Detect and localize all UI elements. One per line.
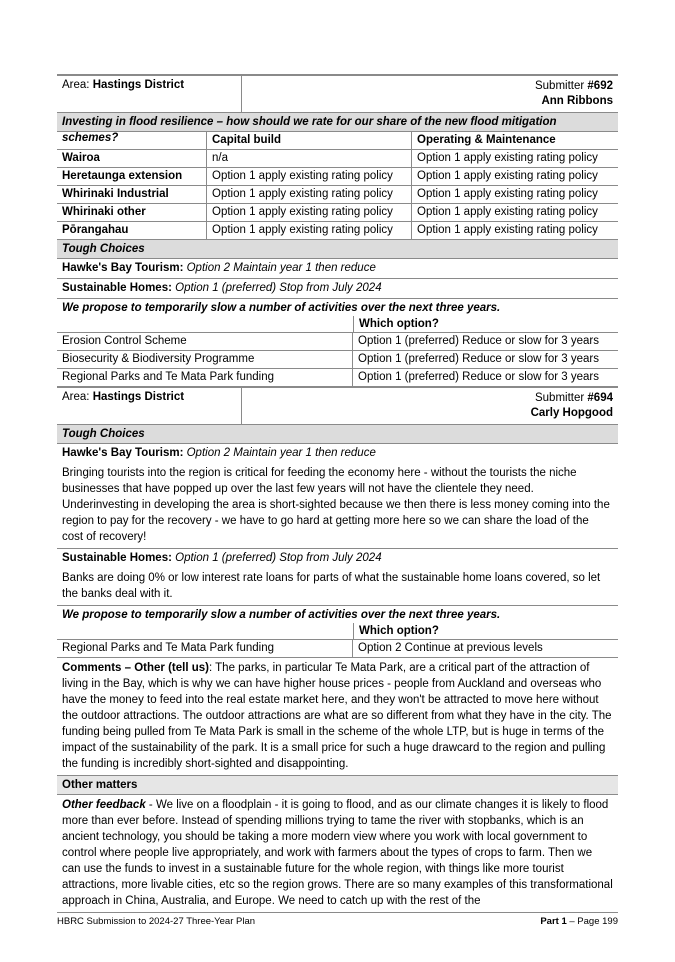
which-option-header [57,623,618,640]
comments-other [57,658,618,776]
homes-line [57,549,618,568]
footer-page: – Page 199 [566,916,618,927]
which-option-label: Which option? [359,318,439,330]
tourism-label: Hawke's Bay Tourism: [62,262,184,274]
capital-option: Option 1 apply existing rating policy [207,186,412,203]
capital-option: Option 1 apply existing rating policy [207,168,412,185]
area-label: Area: [62,79,90,91]
flood-table-header [57,132,618,150]
slow-question: We propose to temporarily slow a number of activities over the next three years. [62,609,501,621]
feedback-text: - We live on a floodplain - it is going to flood, and as our climate changes it is likely to flood more than ever before. Instead of spending millions trying to tame the river with stopbanks, which is an ancient technology, you should be taking a more modern view where you work with local government to control where people live appropriately, and work with farmers about the types of crops to farm. Then we can use the funds to invest in a sustainable future for the whole region, with things like more tourist attractions, more livable cities, etc so the region grows. There are so many examples of this transformational approach in China, Australia, and Europe. We need to catch up with the rest of the [62,799,613,907]
area-value: Hastings District [92,391,185,403]
capital-option: Option 1 apply existing rating policy [207,222,412,239]
which-option-header [57,316,618,333]
empty-cell [57,132,207,149]
homes-line [57,279,618,299]
activity-name: Regional Parks and Te Mata Park funding [57,369,353,386]
col-capital: Capital build [207,132,412,149]
operating-option: Option 1 apply existing rating policy [417,206,598,218]
activity-name: Biosecurity & Biodiversity Programme [57,351,353,368]
operating-option: Option 1 apply existing rating policy [417,188,598,200]
area-label: Area: [62,391,90,403]
homes-value: Option 1 (preferred) Stop from July 2024 [175,552,382,564]
table-row [57,186,618,204]
submission-694 [57,386,618,913]
capital-option: n/a [207,150,412,167]
table-row [57,222,618,240]
submission-header [57,386,618,425]
page-number [540,916,618,927]
tourism-line [57,444,618,463]
empty-cell [57,623,354,639]
submitter-label: Submitter [534,80,585,92]
area-value: Hastings District [92,79,185,91]
page-footer [57,916,618,927]
col-operating: Operating & Maintenance [417,134,556,146]
flood-area: Whirinaki Industrial [57,186,207,203]
which-option-label: Which option? [359,625,439,637]
operating-option: Option 1 apply existing rating policy [417,152,598,164]
submitter-name: Carly Hopgood [530,407,613,419]
tourism-line [57,259,618,279]
comments-label: Comments – Other (tell us) [62,662,209,674]
tough-choices-heading: Tough Choices [57,425,618,444]
activity-option: Option 2 Continue at previous levels [358,642,543,654]
other-feedback [57,795,618,913]
footer-title: HBRC Submission to 2024-27 Three-Year Plan [57,916,256,927]
submitter-number: #692 [587,80,613,92]
activity-name: Regional Parks and Te Mata Park funding [57,640,353,657]
homes-label: Sustainable Homes: [62,282,172,294]
flood-area: Pōrangahau [57,222,207,239]
submitter-name: Ann Ribbons [541,95,613,107]
tourism-value: Option 2 Maintain year 1 then reduce [186,262,376,274]
table-row [57,333,618,351]
operating-option: Option 1 apply existing rating policy [417,170,598,182]
area-cell [57,388,242,424]
flood-area: Heretaunga extension [57,168,207,185]
flood-area: Wairoa [57,150,207,167]
homes-label: Sustainable Homes: [62,552,172,564]
capital-option: Option 1 apply existing rating policy [207,204,412,221]
tourism-comment: Bringing tourists into the region is critical for feeding the economy here - without the tourists the niche businesses that have popped up over the last few years will not have the clientele they need. Underinvesting in developing the area is short-sighted because we then there is less money coming into the region to pay for the recovery - we have to go hard at getting more here so we can share the load of the cost of recovery! [57,463,618,549]
homes-comment: Banks are doing 0% or low interest rate loans for parts of what the sustainable home loans covered, so let the banks deal with it. [57,568,618,606]
other-matters-heading: Other matters [57,776,618,795]
submitter-label: Submitter [534,392,585,404]
activity-option: Option 1 (preferred) Reduce or slow for 3 years [358,335,599,347]
activity-option: Option 1 (preferred) Reduce or slow for 3 years [358,353,599,365]
activity-option: Option 1 (preferred) Reduce or slow for 3 years [358,371,599,383]
slow-question: We propose to temporarily slow a number of activities over the next three years. [62,302,501,314]
table-row [57,369,618,387]
feedback-label: Other feedback [62,799,146,811]
comments-text: : The parks, in particular Te Mata Park, are a critical part of the attraction of living in the Bay, which is why we can have higher house prices - people from Auckland and overseas who have the money to feed into the real estate market here, and they won't be attracted to move here without the outdoor attractions. The outdoor attractions are what are so different from what they have in the city. The funding being pulled from Te Mata Park is small in the scheme of the whole LTP, but is huge in terms of the impact of the sustainability of the park. It is a small price for such a huge drawcard to the region and pulling the funding is incredibly short-sighted and disappointing. [62,662,612,770]
submission-692 [57,74,618,387]
tough-choices-heading: Tough Choices [57,240,618,259]
table-row [57,640,618,658]
activity-name: Erosion Control Scheme [57,333,353,350]
homes-value: Option 1 (preferred) Stop from July 2024 [175,282,382,294]
submitter-cell [242,388,618,424]
flood-question: Investing in flood resilience – how should we rate for our share of the new flood mitigation schemes? [57,113,618,132]
area-cell [57,76,242,112]
empty-cell [57,316,354,332]
tourism-label: Hawke's Bay Tourism: [62,447,184,459]
flood-area: Whirinaki other [57,204,207,221]
footer-part: Part 1 [540,916,567,927]
submitter-cell [242,76,618,112]
table-row [57,150,618,168]
tourism-value: Option 2 Maintain year 1 then reduce [186,447,376,459]
submission-header [57,74,618,113]
table-row [57,351,618,369]
submitter-number: #694 [587,392,613,404]
table-row [57,204,618,222]
operating-option: Option 1 apply existing rating policy [417,224,598,236]
table-row [57,168,618,186]
